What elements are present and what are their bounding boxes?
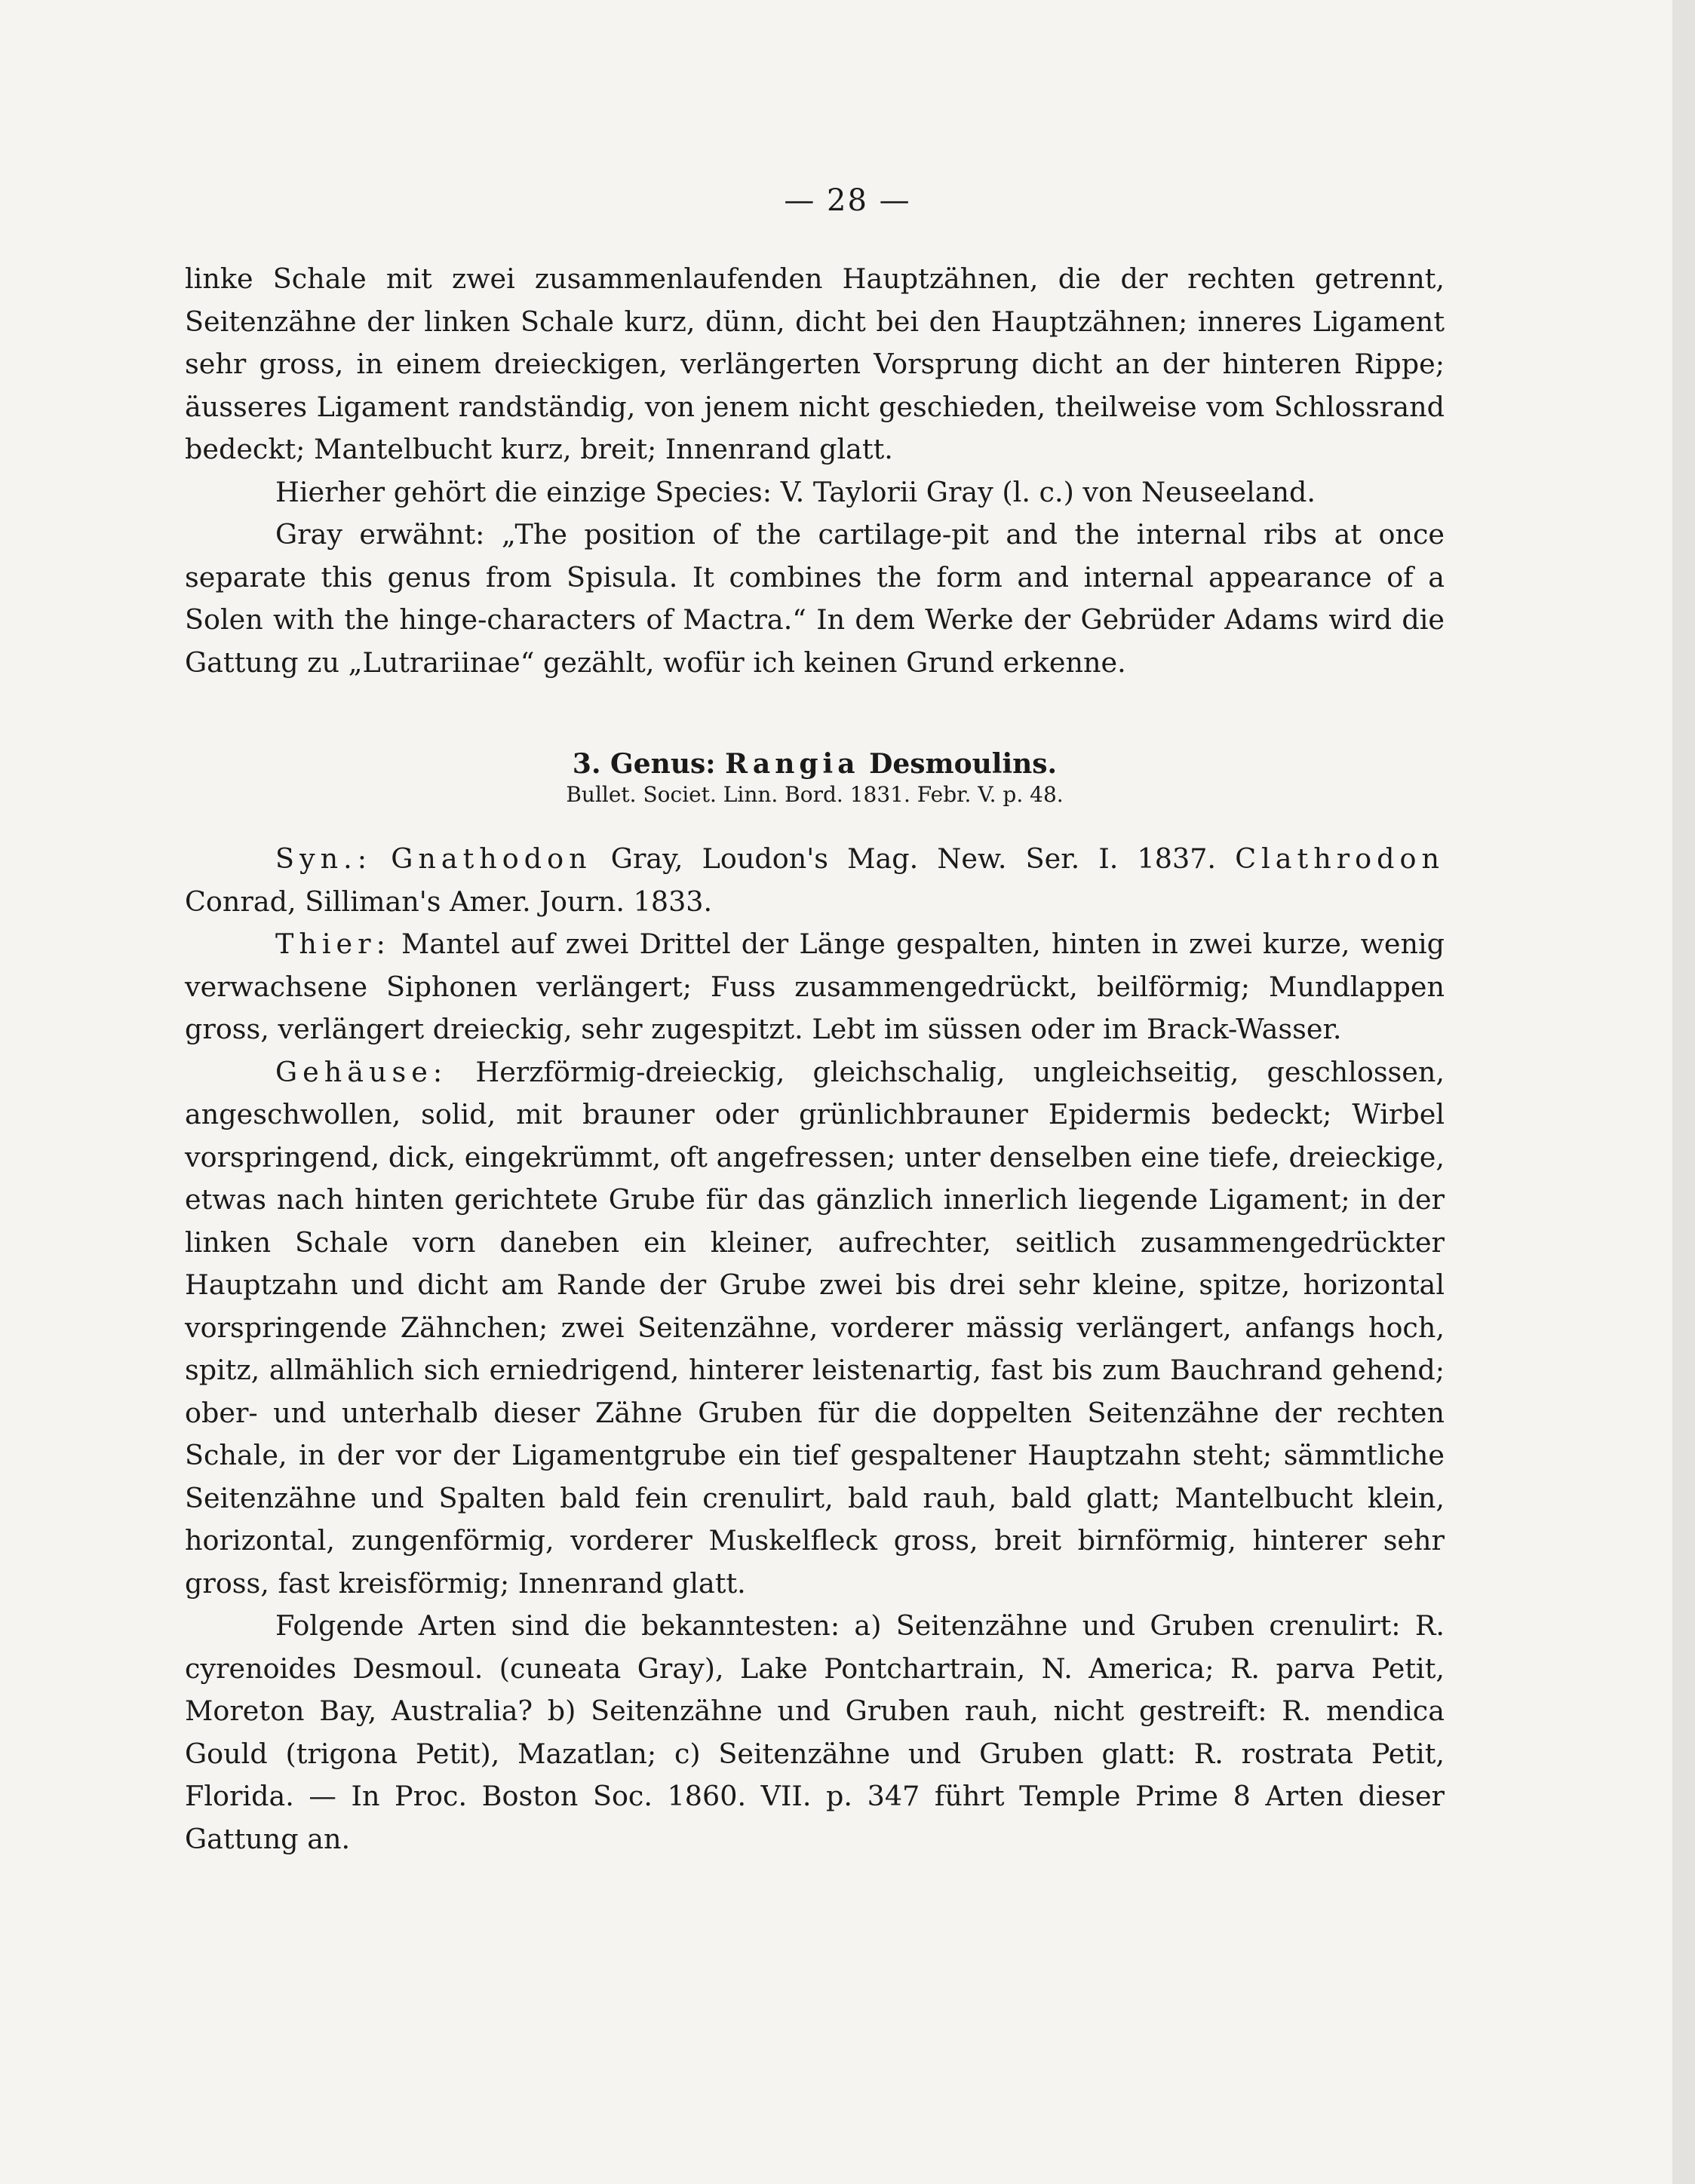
body-text xyxy=(185,258,1445,1860)
gehaeuse-text: Herzförmig-dreieckig, gleichschalig, ungleichseitig, geschlossen, angeschwollen, solid, mit brauner oder grünlichbrauner Epidermis bedeckt; Wirbel vorspringend, dick, eingekrümmt, oft angefressen; unter denselben eine tiefe, dreieckige, etwas nach hinten gerichtete Grube für das gänzlich innerlich liegende Ligament; in der linken Schale vorn daneben ein kleiner, aufrechter, seitlich zusammengedrückter Hauptzahn und dicht am Rande der Grube zwei bis drei sehr kleine, spitze, horizontal vorspringende Zähnchen; zwei Seitenzähne, vorderer mässig verlängert, anfangs hoch, spitz, allmählich sich erniedrigend, hinterer leistenartig, fast bis zum Bauchrand gehend; ober- und unterhalb dieser Zähne Gruben für die doppelten Seitenzähne der rechten Schale, in der vor der Ligamentgrube ein tief gespaltener Hauptzahn steht; sämmtliche Seitenzähne und Spalten bald fein crenulirt, bald rauh, bald glatt; Mantelbucht klein, horizontal, zungenförmig, vorderer Muskelfleck gross, breit birnförmig, hinterer sehr gross, fast kreisförmig; Innenrand glatt. xyxy=(185,1055,1445,1600)
genus-author: Desmoulins. xyxy=(869,748,1058,780)
thier-label: Thier: xyxy=(275,928,391,960)
page-edge xyxy=(1672,0,1695,2184)
paragraph-thier xyxy=(185,923,1445,1051)
syn-text-2: Conrad, Silliman's Amer. Journ. 1833. xyxy=(185,885,713,918)
paragraph-synonyms xyxy=(185,838,1445,923)
paragraph-ligament: linke Schale mit zwei zusammenlaufenden Hauptzähnen, die der rechten getrennt, Seitenzähne der linken Schale kurz, dünn, dicht bei den Hauptzähnen; inneres Ligament sehr gross, in einem dreieckigen, verlängerten Vorsprung dicht an der hinteren Rippe; äusseres Ligament randständig, von jenem nicht geschieden, theilweise vom Schlossrand bedeckt; Mantelbucht kurz, breit; Innenrand glatt. xyxy=(185,262,1445,465)
paragraph-arten: Folgende Arten sind die bekanntesten: a) Seitenzähne und Gruben crenulirt: R. cyrenoides Desmoul. (cuneata Gray), Lake Pontchartrain, N. America; R. parva Petit, Moreton Bay, Australia? b) Seitenzähne und Gruben rauh, nicht gestreift: R. mendica Gould (trigona Petit), Mazatlan; c) Seitenzähne und Gruben glatt: R. rostrata Petit, Florida. — In Proc. Boston Soc. 1860. VII. p. 347 führt Temple Prime 8 Arten dieser Gattung an. xyxy=(185,1609,1445,1855)
paragraph-gray-quote: Gray erwähnt: „The position of the cartilage-pit and the internal ribs at once separate this genus from Spisula. It combines the form and internal appearance of a Solen with the hinge-characters of Mactra.“ In dem Werke der Gebrüder Adams wird die Gattung zu „Lutrariinae“ gezählt, wofür ich keinen Grund erkenne. xyxy=(185,518,1445,679)
syn-genus-clathrodon: Clathrodon xyxy=(1235,842,1445,875)
genus-reference: Bullet. Societ. Linn. Bord. 1831. Febr. V. p. 48. xyxy=(566,782,1064,807)
page-number: — 28 — xyxy=(784,183,911,218)
paragraph-gehaeuse xyxy=(185,1051,1445,1606)
genus-number: 3. Genus: xyxy=(572,748,716,780)
gehaeuse-label: Gehäuse: xyxy=(275,1055,448,1088)
genus-heading xyxy=(185,747,1445,781)
syn-label: Syn.: xyxy=(275,842,373,875)
syn-text-1: Gray, Loudon's Mag. New. Ser. I. 1837. xyxy=(591,842,1236,875)
paragraph-species: Hierher gehört die einzige Species: V. Taylorii Gray (l. c.) von Neuseeland. xyxy=(275,475,1316,508)
syn-genus-gnathodon: Gnathodon xyxy=(391,842,592,875)
genus-name: Rangia xyxy=(725,748,860,780)
thier-text: Mantel auf zwei Drittel der Länge gespalten, hinten in zwei kurze, wenig verwachsene Siphonen verlängert; Fuss zusammengedrückt, beilförmig; Mundlappen gross, verlängert dreieckig, sehr zugespitzt. Lebt im süssen oder im Brack-Wasser. xyxy=(185,928,1445,1045)
